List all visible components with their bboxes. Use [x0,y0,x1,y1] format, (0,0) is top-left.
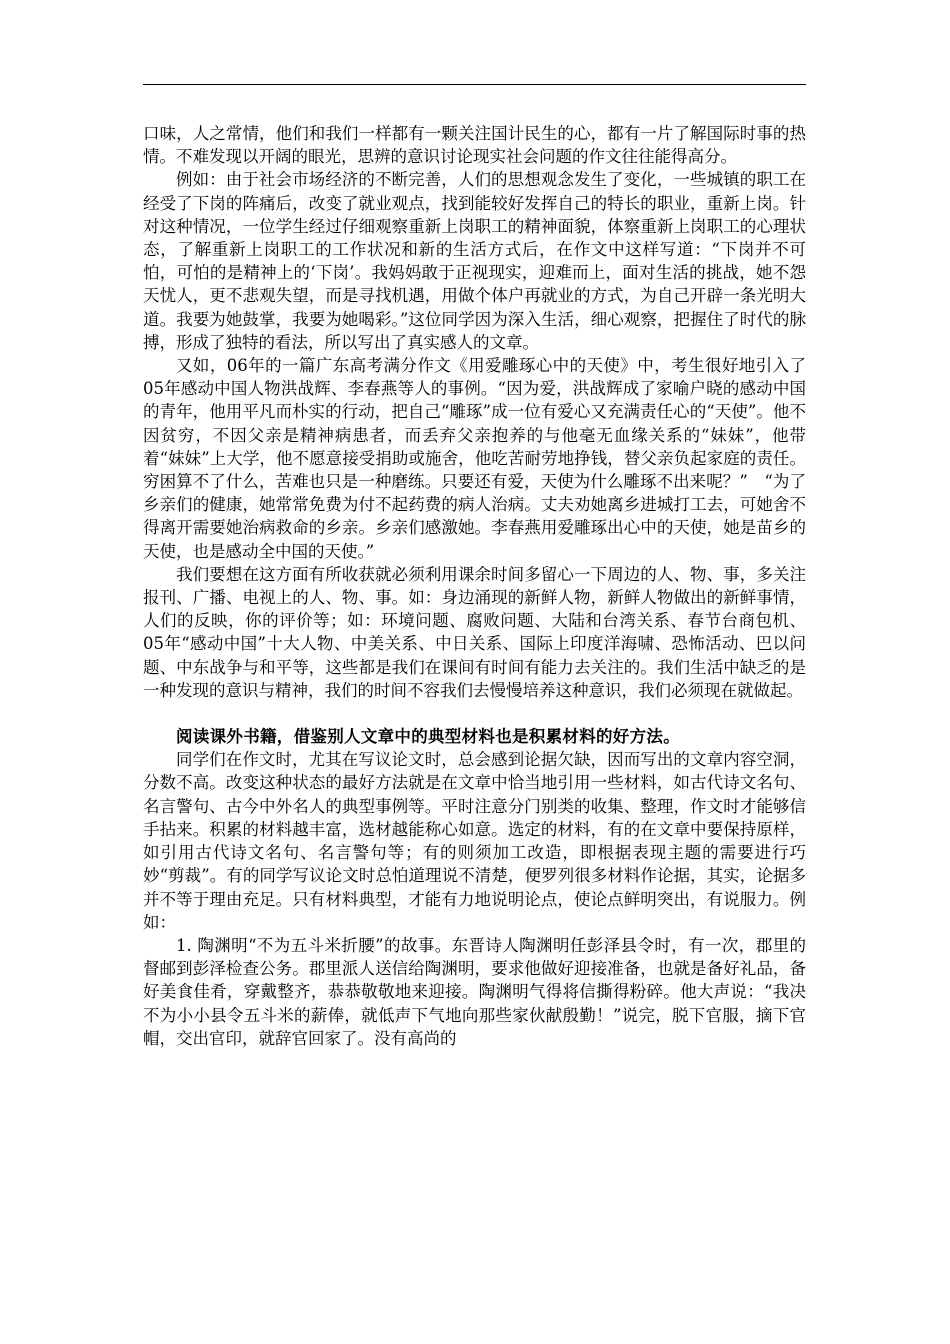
header-rule [143,84,806,85]
paragraph-advice: 我们要想在这方面有所收获就必须利用课余时间多留心一下周边的人、物、事，多关注报刊、广播、电视上的人、物、事。如：身边涌现的新鲜人物，新鲜人物做出的新鲜事情，人们的反映，你的评价等；如：环境问题、腐败问题、大陆和台湾关系、春节台商包机、05年“感动中国”十大人物、中美关系、中日关系、国际上印度洋海啸、恐怖活动、巴以问题、中东战争与和平等，这些都是我们在课间有时间有能力去关注的。我们生活中缺乏的是一种发现的意识与精神，我们的时间不容我们去慢慢培养这种意识，我们必须现在就做起。 [143,564,806,700]
section-heading: 阅读课外书籍，借鉴别人文章中的典型材料也是积累材料的好方法。 [176,727,680,747]
paragraph-continuation: 口味，人之常情，他们和我们一样都有一颗关注国计民生的心，都有一片了解国际时事的热情。不难发现以开阔的眼光，思辨的意识讨论现实社会问题的作文往往能得高分。 [143,124,806,167]
paragraph-example-tao-yuanming: 1. 陶渊明“不为五斗米折腰”的故事。东晋诗人陶渊明任彭泽县令时，有一次，郡里的督邮到彭泽检查公务。郡里派人送信给陶渊明，要求他做好迎接准备，也就是备好礼品，备好美食佳肴，穿戴整齐，恭恭敬敬地来迎接。陶渊明气得将信撕得粉碎。他大声说：“我决不为小小县令五斗米的薪俸，就低声下气地向那些家伙献殷勤！”说完，脱下官服，摘下官帽，交出官印，就辞官回家了。没有高尚的 [143,935,806,1048]
paragraph-example-reemployment: 例如：由于社会市场经济的不断完善，人们的思想观念发生了变化，一些城镇的职工在经受了下岗的阵痛后，改变了就业观点，找到能较好发挥自己的特长的职业，重新上岗。针对这种情况，一位学生经过仔细观察重新上岗职工的精神面貌，体察重新上岗职工的心理状态，了解重新上岗职工的工作状况和新的生活方式后，在作文中这样写道：“下岗并不可怕，可怕的是精神上的‘下岗’。我妈妈敢于正视现实，迎难而上，面对生活的挑战，她不怨天忧人，更不悲观失望，而是寻找机遇，用做个体户再就业的方式，为自己开辟一条光明大道。我要为她鼓掌，我要为她喝彩。”这位同学因为深入生活，细心观察，把握住了时代的脉搏，形成了独特的看法，所以写出了真实感人的文章。 [143,170,806,352]
document-body [143,122,806,1050]
paragraph-materials: 同学们在作文时，尤其在写议论文时，总会感到论据欠缺，因而写出的文章内容空洞，分数不高。改变这种状态的最好方法就是在文章中恰当地引用一些材料，如古代诗文名句、名言警句、古今中外名人的典型事例等。平时注意分门别类的收集、整理，作文时才能够信手拈来。积累的材料越丰富，选材越能称心如意。选定的材料，有的在文章中要保持原样，如引用古代诗文名句、名言警句等；有的则须加工改造，即根据表现主题的需要进行巧妙“剪裁”。有的同学写议论文时总怕道理说不清楚，便罗列很多材料作论据，其实，论据多并不等于理由充足。只有材料典型，才能有力地说明论点，使论点鲜明突出，有说服力。例如： [143,750,806,932]
paragraph-example-angel-essay: 又如，06年的一篇广东高考满分作文《用爱雕琢心中的天使》中，考生很好地引入了05年感动中国人物洪战辉、李春燕等人的事例。“因为爱，洪战辉成了家喻户晓的感动中国的青年，他用平凡而朴实的行动，把自己“雕琢”成一位有爱心又充满责任心的“天使”。他不因贫穷，不因父亲是精神病患者，而丢弃父亲抱养的与他毫无血缘关系的“妹妹”，他带着“妹妹”上大学，他不愿意接受捐助或施舍，他吃苦耐劳地挣钱，替父亲负起家庭的责任。穷困算不了什么，苦难也只是一种磨练。只要还有爱，天使为什么雕琢不出来呢？” “为了乡亲们的健康，她常常免费为付不起药费的病人治病。丈夫劝她离乡进城打工去，可她舍不得离开需要她治病救命的乡亲。乡亲们感激她。李春燕用爱雕琢出心中的天使，她是苗乡的天使，也是感动全中国的天使。” [143,356,806,561]
